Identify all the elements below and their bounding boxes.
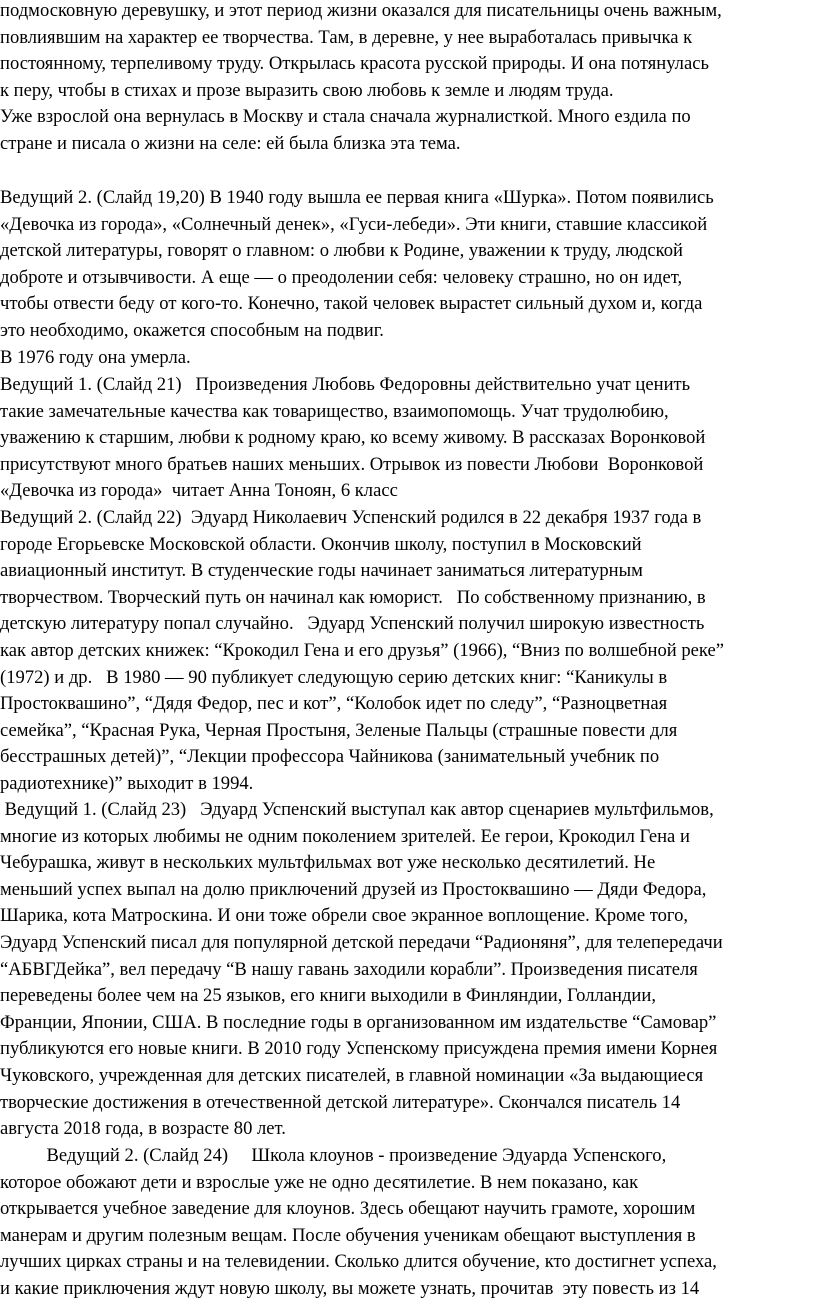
text-line: публикуются его новые книги. В 2010 году Успенскому присуждена премия имени Корнея <box>0 1038 718 1060</box>
text-line: Ведущий 2. (Слайд 19,20) В 1940 году вышла ее первая книга «Шурка». Потом появились <box>0 187 714 208</box>
text-line: «Девочка из города» читает Анна Тоноян, 6 класс <box>0 480 398 502</box>
text-line: лучших цирках страны и на телевидении. Сколько длится обучение, кто достигнет успеха, <box>0 1251 717 1273</box>
text-line: чтобы отвести беду от кого-то. Конечно, такой человек вырастет сильный духом и, когда <box>0 293 703 315</box>
text-line: которое обожают дети и взрослые уже не одно десятилетие. В нем показано, как <box>0 1171 639 1193</box>
text-line: это необходимо, окажется способным на подвиг. <box>0 319 384 341</box>
text-line: доброте и отзывчивости. А еще — о преодолении себя: человеку страшно, но он идет, <box>0 266 683 288</box>
text-line: манерам и другим полезным вещам. После обучения ученикам обещают выступления в <box>0 1224 696 1246</box>
text-line: Чуковского, учрежденная для детских писателей, в главной номинации «За выдающиеся <box>0 1064 704 1086</box>
text-line: стране и писала о жизни на селе: ей была близка эта тема. <box>0 132 461 154</box>
text-line: творческие достижения в отечественной детской литературе». Скончался писатель 14 <box>0 1091 681 1113</box>
text-line: августа 2018 года, в возрасте 80 лет. <box>0 1118 286 1140</box>
text-line: постоянному, терпеливому труду. Открылась красота русской природы. И она потянулась <box>0 53 709 75</box>
text-line: (1972) и др. В 1980 — 90 публикует следующую серию детских книг: “Каникулы в <box>0 666 668 688</box>
text-line: “АБВГДейка”, вел передачу “В нашу гавань заходили корабли”. Произведения писателя <box>0 958 698 980</box>
text-line: открывается учебное заведение для клоунов. Здесь обещают научить грамоте, хорошим <box>0 1198 696 1220</box>
text-line: Эдуард Успенский писал для популярной детской передачи “Радионяня”, для телепередачи <box>0 931 723 953</box>
text-line: Ведущий 2. (Слайд 24) Школа клоунов - произведение Эдуарда Успенского, <box>0 1145 667 1166</box>
text-line: подмосковную деревушку, и этот период жизни оказался для писательницы очень важным, <box>0 0 722 21</box>
text-line: детскую литературу попал случайно. Эдуард Успенский получил широкую известность <box>0 613 705 635</box>
text-line: детской литературы, говорят о главном: о любви к Родине, уважении к труду, людской <box>0 240 683 262</box>
text-line: переведены более чем на 25 языков, его книги выходили в Финляндии, Голландии, <box>0 985 656 1007</box>
text-line: как автор детских книжек: “Крокодил Гена и его друзья” (1966), “Вниз по волшебной реке” <box>0 639 724 661</box>
text-line: бесстрашных детей)”, “Лекции профессора Чайникова (занимательный учебник по <box>0 746 660 768</box>
paragraph-slide-24 <box>0 1143 812 1303</box>
text-line: присутствуют много братьев наших меньших. Отрывок из повести Любови Воронковой <box>0 453 704 475</box>
text-line: многие из которых любимы не одним поколением зрителей. Ее герои, Крокодил Гена и <box>0 825 690 847</box>
paragraph-slide-23 <box>0 797 812 1143</box>
paragraph-slide-22 <box>0 505 812 798</box>
text-line: Шарика, кота Матроскина. И они тоже обрели свое экранное воплощение. Кроме того, <box>0 905 689 927</box>
text-line: такие замечательные качества как товарищество, взаимопомощь. Учат трудолюбию, <box>0 400 669 422</box>
text-line: творчеством. Творческий путь он начинал как юморист. По собственному признанию, в <box>0 586 706 608</box>
text-line: Ведущий 1. (Слайд 21) Произведения Любовь Федоровны действительно учат ценить <box>0 374 691 395</box>
text-line: Чебурашка, живут в нескольких мультфильмах вот уже несколько десятилетий. Не <box>0 852 656 874</box>
paragraph-voronkova-bio <box>0 0 812 158</box>
text-line: Простоквашино”, “Дядя Федор, пес и кот”, “Колобок идет по следу”, “Разноцветная <box>0 693 668 715</box>
text-line: повлиявшим на характер ее творчества. Там, в деревне, у нее выработалась привычка к <box>0 26 693 48</box>
text-line: меньший успех выпал на долю приключений друзей из Простоквашино — Дяди Федора, <box>0 878 707 900</box>
text-line: В 1976 году она умерла. <box>0 346 191 368</box>
text-line: к перу, чтобы в стихах и прозе выразить свою любовь к земле и людям труда. <box>0 79 614 101</box>
text-line: Ведущий 2. (Слайд 22) Эдуард Николаевич Успенский родился в 22 декабря 1937 года в <box>0 507 702 528</box>
text-line: радиотехнике)” выходит в 1994. <box>0 772 254 794</box>
paragraph-slide-21 <box>0 372 812 505</box>
text-line: авиационный институт. В студенческие годы начинает заниматься литературным <box>0 560 643 582</box>
text-line: семейка”, “Красная Рука, Черная Простыня, Зеленые Пальцы (страшные повести для <box>0 719 678 741</box>
text-line: «Девочка из города», «Солнечный денек», «Гуси-лебеди». Эти книги, ставшие классикой <box>0 213 708 235</box>
paragraph-slide-19-20 <box>0 185 812 371</box>
text-line: городе Егорьевске Московской области. Окончив школу, поступил в Московский <box>0 533 642 555</box>
text-line: Ведущий 1. (Слайд 23) Эдуард Успенский выступал как автор сценариев мультфильмов, <box>0 799 714 820</box>
text-line: и какие приключения ждут новую школу, вы можете узнать, прочитав эту повесть из 14 <box>0 1277 700 1299</box>
text-line: уважению к старшим, любви к родному краю, ко всему живому. В рассказах Воронковой <box>0 427 706 449</box>
text-line: Франции, Японии, США. В последние годы в организованном им издательстве “Самовар” <box>0 1011 717 1033</box>
text-line: Уже взрослой она вернулась в Москву и стала сначала журналисткой. Много ездила по <box>0 106 691 128</box>
